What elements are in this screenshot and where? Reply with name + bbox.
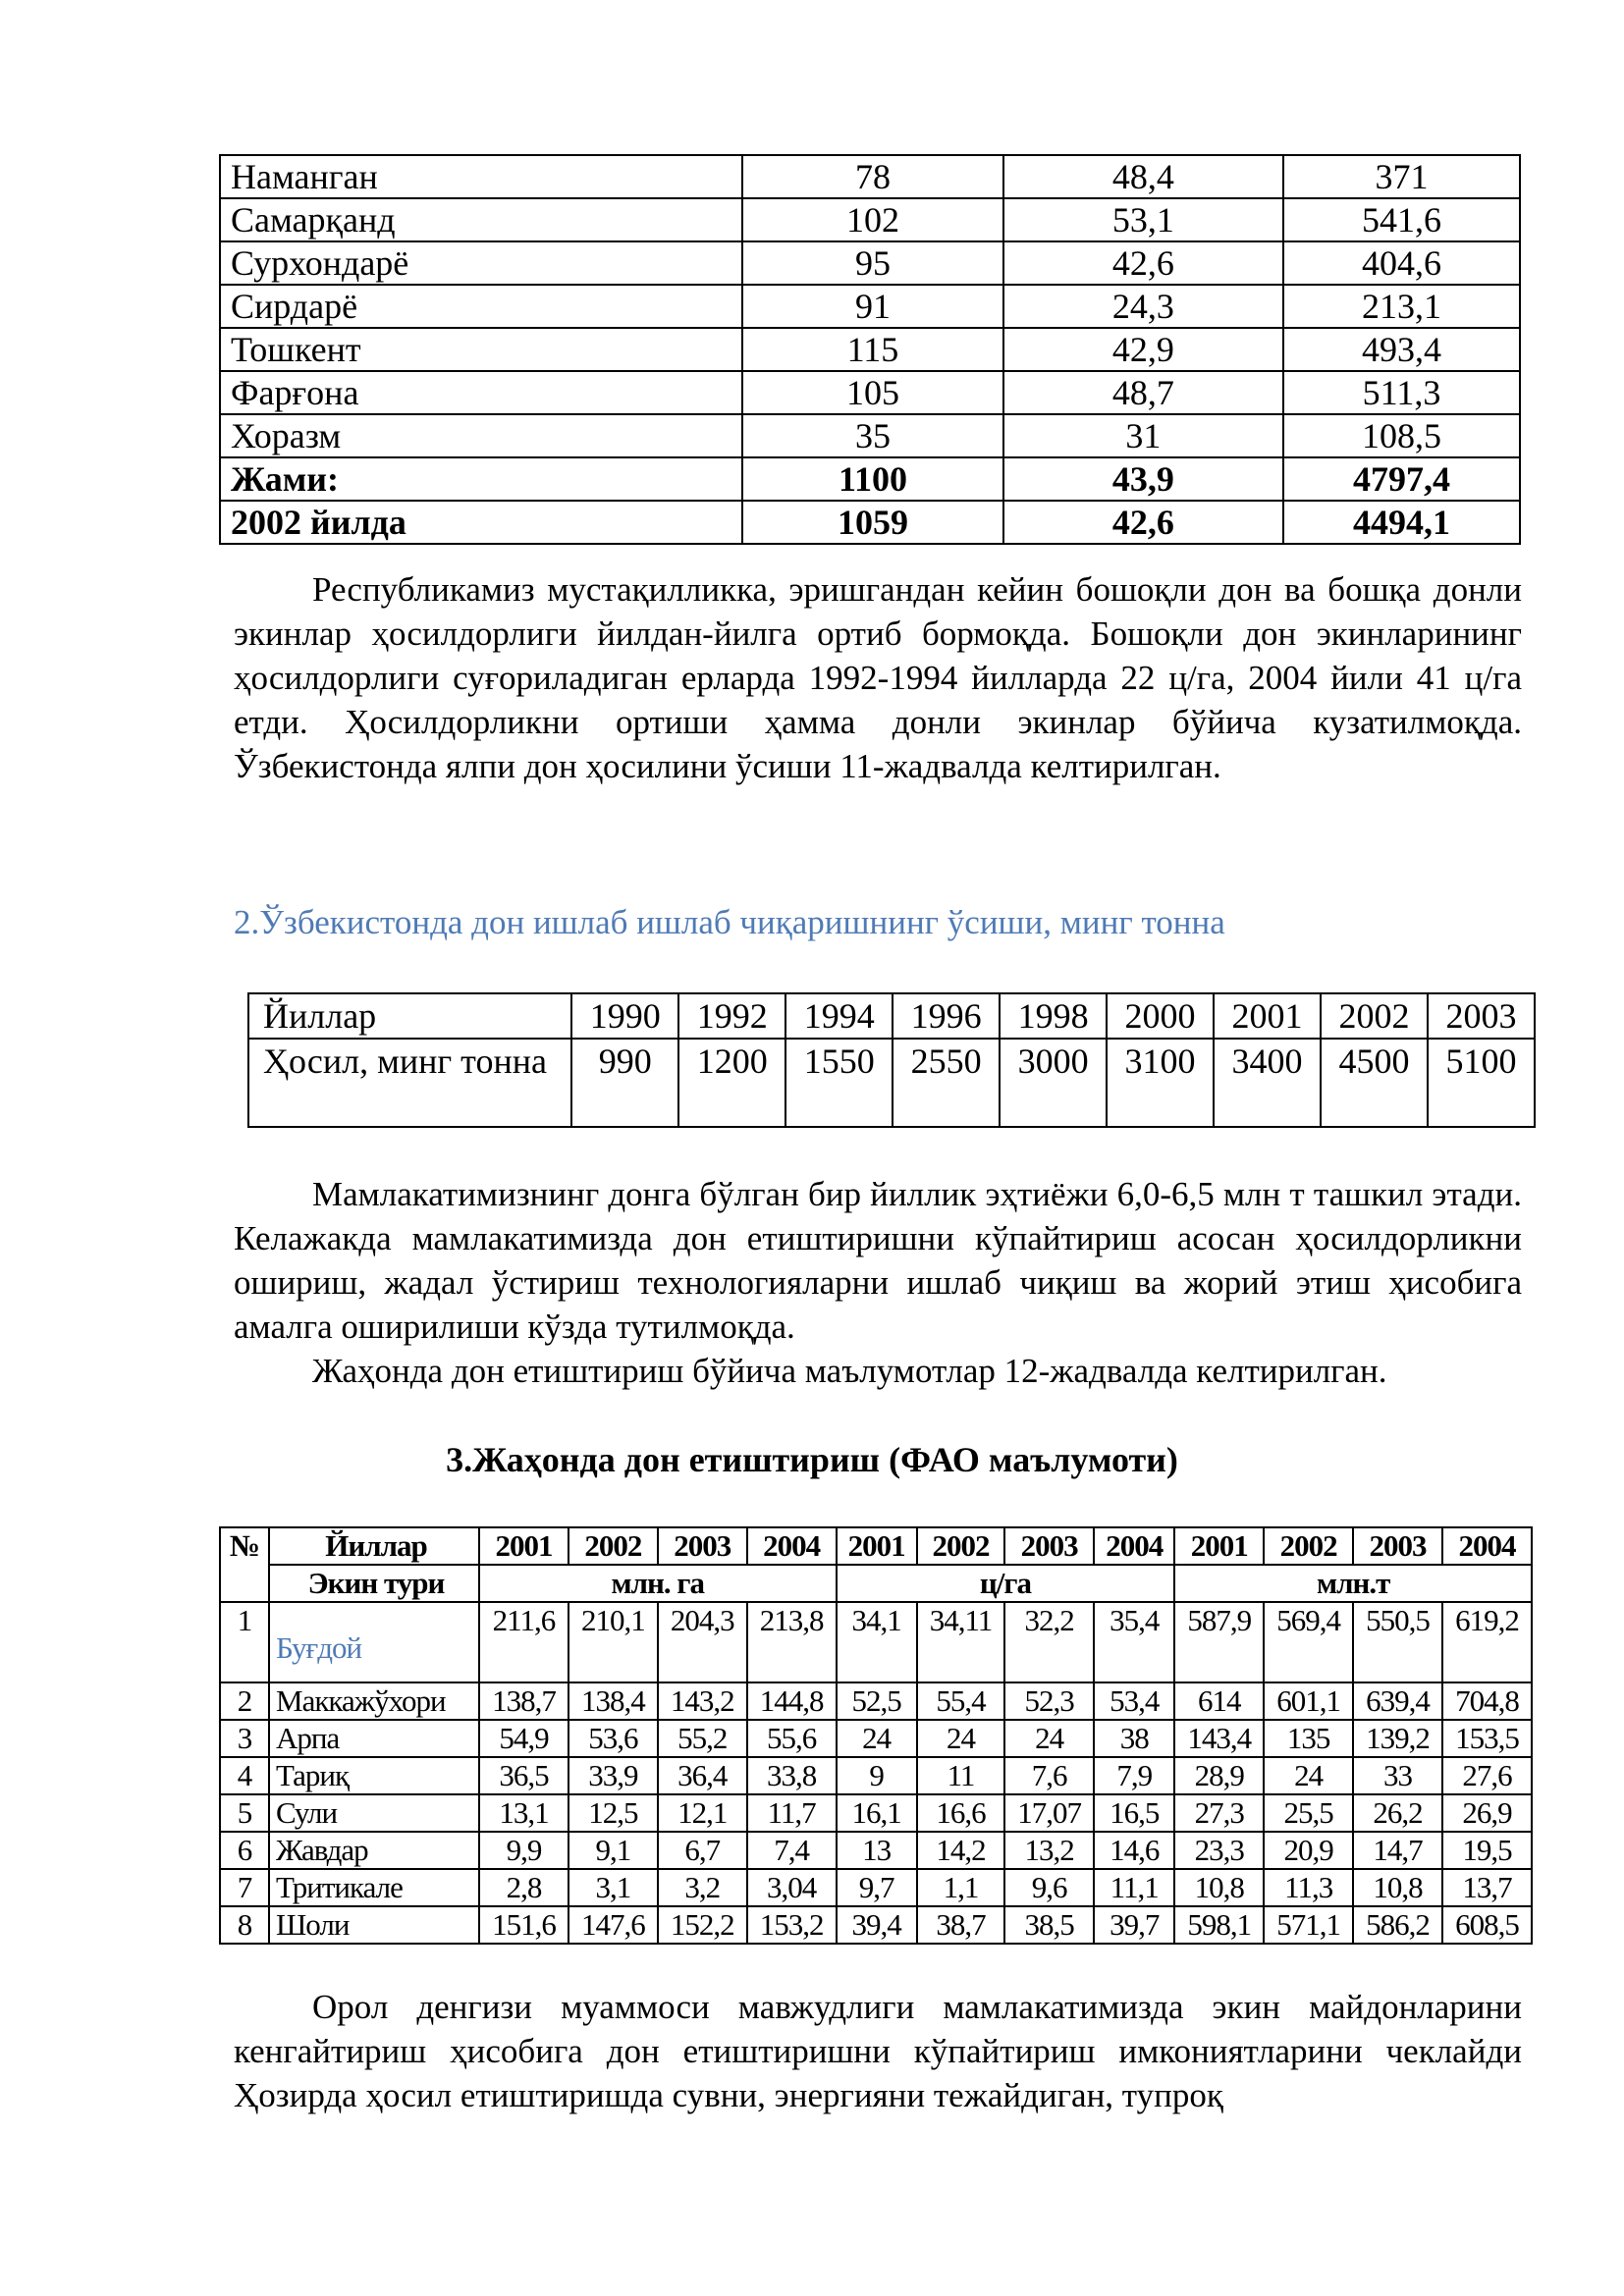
year-cell: 2003 bbox=[1428, 993, 1535, 1039]
value-cell: 9,7 bbox=[837, 1869, 917, 1906]
value-cell: 614 bbox=[1174, 1682, 1264, 1720]
value-cell: 35 bbox=[742, 414, 1003, 457]
value-cell: 53,6 bbox=[568, 1720, 658, 1757]
value-cell: 704,8 bbox=[1442, 1682, 1532, 1720]
crop-name-cell bbox=[269, 1720, 479, 1757]
harvest-value-cell: 3000 bbox=[1000, 1039, 1107, 1127]
table-row bbox=[220, 414, 1520, 457]
table-row bbox=[220, 155, 1520, 198]
crop-name: Маккажўхори bbox=[276, 1683, 446, 1718]
paragraph-world-data-ref: Жаҳонда дон етиштириш бўйича маълумотлар 12-жадвалда келтирилган. bbox=[312, 1352, 1387, 1390]
value-cell: 43,9 bbox=[1003, 457, 1283, 501]
value-cell: 9,1 bbox=[568, 1832, 658, 1869]
value-cell: 571,1 bbox=[1264, 1906, 1353, 1944]
table-row bbox=[220, 1757, 1532, 1794]
table-row bbox=[220, 457, 1520, 501]
value-cell: 33,9 bbox=[568, 1757, 658, 1794]
year-header-cell: 2001 bbox=[837, 1527, 917, 1565]
value-cell: 1100 bbox=[742, 457, 1003, 501]
value-cell: 13,7 bbox=[1442, 1869, 1532, 1906]
table-row bbox=[220, 1906, 1532, 1944]
value-cell: 9,9 bbox=[479, 1832, 568, 1869]
harvest-value-cell: 2550 bbox=[893, 1039, 1000, 1127]
table3-title: 3.Жаҳонда дон етиштириш (ФАО маълумоти) bbox=[446, 1440, 1178, 1479]
value-cell: 19,5 bbox=[1442, 1832, 1532, 1869]
value-cell: 211,6 bbox=[479, 1602, 568, 1682]
value-cell: 36,4 bbox=[658, 1757, 747, 1794]
value-cell: 53,4 bbox=[1094, 1682, 1174, 1720]
crop-name: Буғдой bbox=[276, 1630, 362, 1665]
value-cell: 39,4 bbox=[837, 1906, 917, 1944]
table-row bbox=[220, 1720, 1532, 1757]
year-cell: 1996 bbox=[893, 993, 1000, 1039]
value-cell: 52,3 bbox=[1004, 1682, 1094, 1720]
crop-name-cell bbox=[269, 1794, 479, 1832]
value-cell: 26,2 bbox=[1353, 1794, 1442, 1832]
value-cell: 7,6 bbox=[1004, 1757, 1094, 1794]
value-cell: 10,8 bbox=[1174, 1869, 1264, 1906]
crop-name-cell bbox=[269, 1757, 479, 1794]
value-cell: 38,5 bbox=[1004, 1906, 1094, 1944]
crop-name: Тариқ bbox=[276, 1758, 350, 1792]
value-cell: 144,8 bbox=[747, 1682, 837, 1720]
value-cell: 11,1 bbox=[1094, 1869, 1174, 1906]
value-cell: 16,5 bbox=[1094, 1794, 1174, 1832]
value-cell: 213,1 bbox=[1283, 285, 1520, 328]
value-cell: 14,7 bbox=[1353, 1832, 1442, 1869]
value-cell: 115 bbox=[742, 328, 1003, 371]
value-cell: 541,6 bbox=[1283, 198, 1520, 241]
value-cell: 53,1 bbox=[1003, 198, 1283, 241]
value-cell: 14,6 bbox=[1094, 1832, 1174, 1869]
table-row bbox=[220, 198, 1520, 241]
value-cell: 33 bbox=[1353, 1757, 1442, 1794]
value-cell: 598,1 bbox=[1174, 1906, 1264, 1944]
value-cell: 27,3 bbox=[1174, 1794, 1264, 1832]
value-cell: 151,6 bbox=[479, 1906, 568, 1944]
value-cell: 39,7 bbox=[1094, 1906, 1174, 1944]
crop-name: Шоли bbox=[276, 1907, 350, 1942]
value-cell: 511,3 bbox=[1283, 371, 1520, 414]
table-row bbox=[220, 241, 1520, 285]
crop-name: Тритикале bbox=[276, 1870, 403, 1904]
value-cell: 55,6 bbox=[747, 1720, 837, 1757]
value-cell: 7,4 bbox=[747, 1832, 837, 1869]
paragraph-aral-sea: Орол денгизи муаммоси мавжудлиги мамлакатимизда экин майдонларини кенгайтириш ҳисобига дон етиштиришни кўпайтириш имкониятларини чеклайди Ҳозирда ҳосил етиштиришда сувни, энергияни тежайдиган, тупроқ bbox=[234, 1988, 1522, 2114]
year-cell: 1990 bbox=[571, 993, 678, 1039]
row-number-cell: 8 bbox=[220, 1906, 269, 1944]
year-header-cell: 2004 bbox=[1442, 1527, 1532, 1565]
value-cell: 16,1 bbox=[837, 1794, 917, 1832]
harvest-value-cell: 5100 bbox=[1428, 1039, 1535, 1127]
crop-name-cell bbox=[269, 1682, 479, 1720]
harvest-value-cell: 4500 bbox=[1321, 1039, 1428, 1127]
value-cell: 38,7 bbox=[917, 1906, 1004, 1944]
value-cell: 138,4 bbox=[568, 1682, 658, 1720]
year-cell: 1998 bbox=[1000, 993, 1107, 1039]
harvest-value-cell: 3100 bbox=[1107, 1039, 1214, 1127]
value-cell: 9,6 bbox=[1004, 1869, 1094, 1906]
value-cell: 6,7 bbox=[658, 1832, 747, 1869]
number-header-cell: № bbox=[220, 1527, 269, 1602]
value-cell: 42,9 bbox=[1003, 328, 1283, 371]
value-cell: 1,1 bbox=[917, 1869, 1004, 1906]
row-number-cell: 3 bbox=[220, 1720, 269, 1757]
value-cell: 34,11 bbox=[917, 1602, 1004, 1682]
harvest-label-cell: Ҳосил, минг тонна bbox=[248, 1039, 571, 1127]
value-cell: 153,5 bbox=[1442, 1720, 1532, 1757]
region-name-cell: Сирдарё bbox=[220, 285, 742, 328]
value-cell: 586,2 bbox=[1353, 1906, 1442, 1944]
paragraph-grain-demand: Мамлакатимизнинг донга бўлган бир йиллик эҳтиёжи 6,0-6,5 млн т ташкил этади. Келажакда мамлакатимизда дон етиштиришни кўпайтириш асосан ҳосилдорликни ошириш, жадал ўстириш технологияларни ишлаб чиқиш ва жорий этиш ҳисобига амалга оширилиши кўзда тутилмоқда. bbox=[234, 1175, 1522, 1346]
unit-area-cell: млн. га bbox=[479, 1565, 837, 1602]
table-row bbox=[220, 1832, 1532, 1869]
value-cell: 27,6 bbox=[1442, 1757, 1532, 1794]
regional-grain-table bbox=[219, 154, 1521, 545]
region-name-cell: Хоразм bbox=[220, 414, 742, 457]
value-cell: 11,7 bbox=[747, 1794, 837, 1832]
value-cell: 143,2 bbox=[658, 1682, 747, 1720]
value-cell: 13 bbox=[837, 1832, 917, 1869]
uzbekistan-grain-production-table bbox=[247, 992, 1536, 1128]
region-name-cell: Жами: bbox=[220, 457, 742, 501]
value-cell: 35,4 bbox=[1094, 1602, 1174, 1682]
year-header-cell: 2002 bbox=[568, 1527, 658, 1565]
value-cell: 601,1 bbox=[1264, 1682, 1353, 1720]
value-cell: 1059 bbox=[742, 501, 1003, 544]
value-cell: 4797,4 bbox=[1283, 457, 1520, 501]
value-cell: 14,2 bbox=[917, 1832, 1004, 1869]
year-header-cell: 2002 bbox=[917, 1527, 1004, 1565]
years-header-cell: Йиллар bbox=[248, 993, 571, 1039]
value-cell: 48,7 bbox=[1003, 371, 1283, 414]
row-number-cell: 4 bbox=[220, 1757, 269, 1794]
year-cell: 1994 bbox=[785, 993, 893, 1039]
value-cell: 24 bbox=[1004, 1720, 1094, 1757]
value-cell: 11 bbox=[917, 1757, 1004, 1794]
crop-name-cell bbox=[269, 1832, 479, 1869]
harvest-value-cell: 1550 bbox=[785, 1039, 893, 1127]
value-cell: 55,2 bbox=[658, 1720, 747, 1757]
value-cell: 28,9 bbox=[1174, 1757, 1264, 1794]
year-cell: 1992 bbox=[678, 993, 785, 1039]
table-row bbox=[220, 501, 1520, 544]
value-cell: 23,3 bbox=[1174, 1832, 1264, 1869]
row-number-cell: 5 bbox=[220, 1794, 269, 1832]
region-name-cell: Сурхондарё bbox=[220, 241, 742, 285]
value-cell: 48,4 bbox=[1003, 155, 1283, 198]
value-cell: 4494,1 bbox=[1283, 501, 1520, 544]
region-name-cell: Фарғона bbox=[220, 371, 742, 414]
year-header-cell: 2003 bbox=[658, 1527, 747, 1565]
value-cell: 139,2 bbox=[1353, 1720, 1442, 1757]
year-header-cell: 2001 bbox=[479, 1527, 568, 1565]
value-cell: 24,3 bbox=[1003, 285, 1283, 328]
value-cell: 31 bbox=[1003, 414, 1283, 457]
value-cell: 7,9 bbox=[1094, 1757, 1174, 1794]
value-cell: 105 bbox=[742, 371, 1003, 414]
row-number-cell: 7 bbox=[220, 1869, 269, 1906]
row-number-cell: 6 bbox=[220, 1832, 269, 1869]
value-cell: 34,1 bbox=[837, 1602, 917, 1682]
region-name-cell: Тошкент bbox=[220, 328, 742, 371]
value-cell: 24 bbox=[917, 1720, 1004, 1757]
value-cell: 52,5 bbox=[837, 1682, 917, 1720]
unit-production-cell: млн.т bbox=[1174, 1565, 1532, 1602]
value-cell: 16,6 bbox=[917, 1794, 1004, 1832]
value-cell: 32,2 bbox=[1004, 1602, 1094, 1682]
value-cell: 42,6 bbox=[1003, 501, 1283, 544]
region-name-cell: Наманган bbox=[220, 155, 742, 198]
value-cell: 152,2 bbox=[658, 1906, 747, 1944]
year-header-cell: 2004 bbox=[1094, 1527, 1174, 1565]
table-row bbox=[220, 1794, 1532, 1832]
value-cell: 12,5 bbox=[568, 1794, 658, 1832]
value-cell: 587,9 bbox=[1174, 1602, 1264, 1682]
value-cell: 371 bbox=[1283, 155, 1520, 198]
year-header-cell: 2003 bbox=[1004, 1527, 1094, 1565]
table-row bbox=[220, 1682, 1532, 1720]
harvest-value-cell: 1200 bbox=[678, 1039, 785, 1127]
crop-type-header-cell: Экин тури bbox=[269, 1565, 479, 1602]
value-cell: 619,2 bbox=[1442, 1602, 1532, 1682]
table-row bbox=[220, 285, 1520, 328]
table-row bbox=[220, 1869, 1532, 1906]
value-cell: 138,7 bbox=[479, 1682, 568, 1720]
crop-name: Жавдар bbox=[276, 1833, 368, 1867]
value-cell: 3,04 bbox=[747, 1869, 837, 1906]
value-cell: 24 bbox=[837, 1720, 917, 1757]
table-row bbox=[220, 371, 1520, 414]
harvest-value-cell: 3400 bbox=[1214, 1039, 1321, 1127]
value-cell: 102 bbox=[742, 198, 1003, 241]
value-cell: 95 bbox=[742, 241, 1003, 285]
value-cell: 33,8 bbox=[747, 1757, 837, 1794]
harvest-value-cell: 990 bbox=[571, 1039, 678, 1127]
value-cell: 569,4 bbox=[1264, 1602, 1353, 1682]
value-cell: 25,5 bbox=[1264, 1794, 1353, 1832]
value-cell: 13,1 bbox=[479, 1794, 568, 1832]
value-cell: 108,5 bbox=[1283, 414, 1520, 457]
year-header-cell: 2001 bbox=[1174, 1527, 1264, 1565]
paragraph-yield-growth: Республикамиз мустақилликка, эришгандан кейин бошоқли дон ва бошқа донли экинлар ҳосилдорлиги йилдан-йилга ортиб бормоқда. Бошоқли дон экинларининг ҳосилдорлиги суғориладиган ерларда 1992-1994 йилларда 22 ц/га, 2004 йили 41 ц/га етди. Ҳосилдорликни ортиши ҳамма донли экинлар бўйича кузатилмоқда. Ўзбекистонда ялпи дон ҳосилини ўсиши 11-жадвалда келтирилган. bbox=[234, 570, 1522, 785]
years-header-cell: Йиллар bbox=[269, 1527, 479, 1565]
value-cell: 639,4 bbox=[1353, 1682, 1442, 1720]
year-cell: 2002 bbox=[1321, 993, 1428, 1039]
value-cell: 143,4 bbox=[1174, 1720, 1264, 1757]
value-cell: 135 bbox=[1264, 1720, 1353, 1757]
value-cell: 78 bbox=[742, 155, 1003, 198]
value-cell: 91 bbox=[742, 285, 1003, 328]
value-cell: 55,4 bbox=[917, 1682, 1004, 1720]
crop-name-cell bbox=[269, 1869, 479, 1906]
value-cell: 204,3 bbox=[658, 1602, 747, 1682]
value-cell: 550,5 bbox=[1353, 1602, 1442, 1682]
region-name-cell: Самарқанд bbox=[220, 198, 742, 241]
year-cell: 2000 bbox=[1107, 993, 1214, 1039]
row-number-cell: 2 bbox=[220, 1682, 269, 1720]
value-cell: 36,5 bbox=[479, 1757, 568, 1794]
year-header-cell: 2003 bbox=[1353, 1527, 1442, 1565]
year-header-cell: 2004 bbox=[747, 1527, 837, 1565]
value-cell: 608,5 bbox=[1442, 1906, 1532, 1944]
unit-yield-cell: ц/га bbox=[837, 1565, 1175, 1602]
region-name-cell: 2002 йилда bbox=[220, 501, 742, 544]
crop-name: Арпа bbox=[276, 1721, 340, 1755]
crop-name: Сули bbox=[276, 1795, 338, 1830]
table-row bbox=[220, 328, 1520, 371]
world-grain-production-table bbox=[219, 1526, 1533, 1945]
value-cell: 54,9 bbox=[479, 1720, 568, 1757]
value-cell: 3,2 bbox=[658, 1869, 747, 1906]
value-cell: 10,8 bbox=[1353, 1869, 1442, 1906]
table-row bbox=[220, 1602, 1532, 1682]
value-cell: 213,8 bbox=[747, 1602, 837, 1682]
value-cell: 12,1 bbox=[658, 1794, 747, 1832]
crop-name-cell bbox=[269, 1602, 479, 1682]
value-cell: 20,9 bbox=[1264, 1832, 1353, 1869]
value-cell: 24 bbox=[1264, 1757, 1353, 1794]
value-cell: 210,1 bbox=[568, 1602, 658, 1682]
value-cell: 42,6 bbox=[1003, 241, 1283, 285]
value-cell: 147,6 bbox=[568, 1906, 658, 1944]
value-cell: 38 bbox=[1094, 1720, 1174, 1757]
crop-name-cell bbox=[269, 1906, 479, 1944]
value-cell: 17,07 bbox=[1004, 1794, 1094, 1832]
table2-title: 2.Ўзбекистонда дон ишлаб ишлаб чиқаришнинг ўсиши, минг тонна bbox=[234, 903, 1225, 941]
year-cell: 2001 bbox=[1214, 993, 1321, 1039]
value-cell: 13,2 bbox=[1004, 1832, 1094, 1869]
value-cell: 3,1 bbox=[568, 1869, 658, 1906]
row-number-cell: 1 bbox=[220, 1602, 269, 1682]
value-cell: 404,6 bbox=[1283, 241, 1520, 285]
value-cell: 11,3 bbox=[1264, 1869, 1353, 1906]
value-cell: 26,9 bbox=[1442, 1794, 1532, 1832]
year-header-cell: 2002 bbox=[1264, 1527, 1353, 1565]
value-cell: 493,4 bbox=[1283, 328, 1520, 371]
value-cell: 153,2 bbox=[747, 1906, 837, 1944]
value-cell: 9 bbox=[837, 1757, 917, 1794]
value-cell: 2,8 bbox=[479, 1869, 568, 1906]
